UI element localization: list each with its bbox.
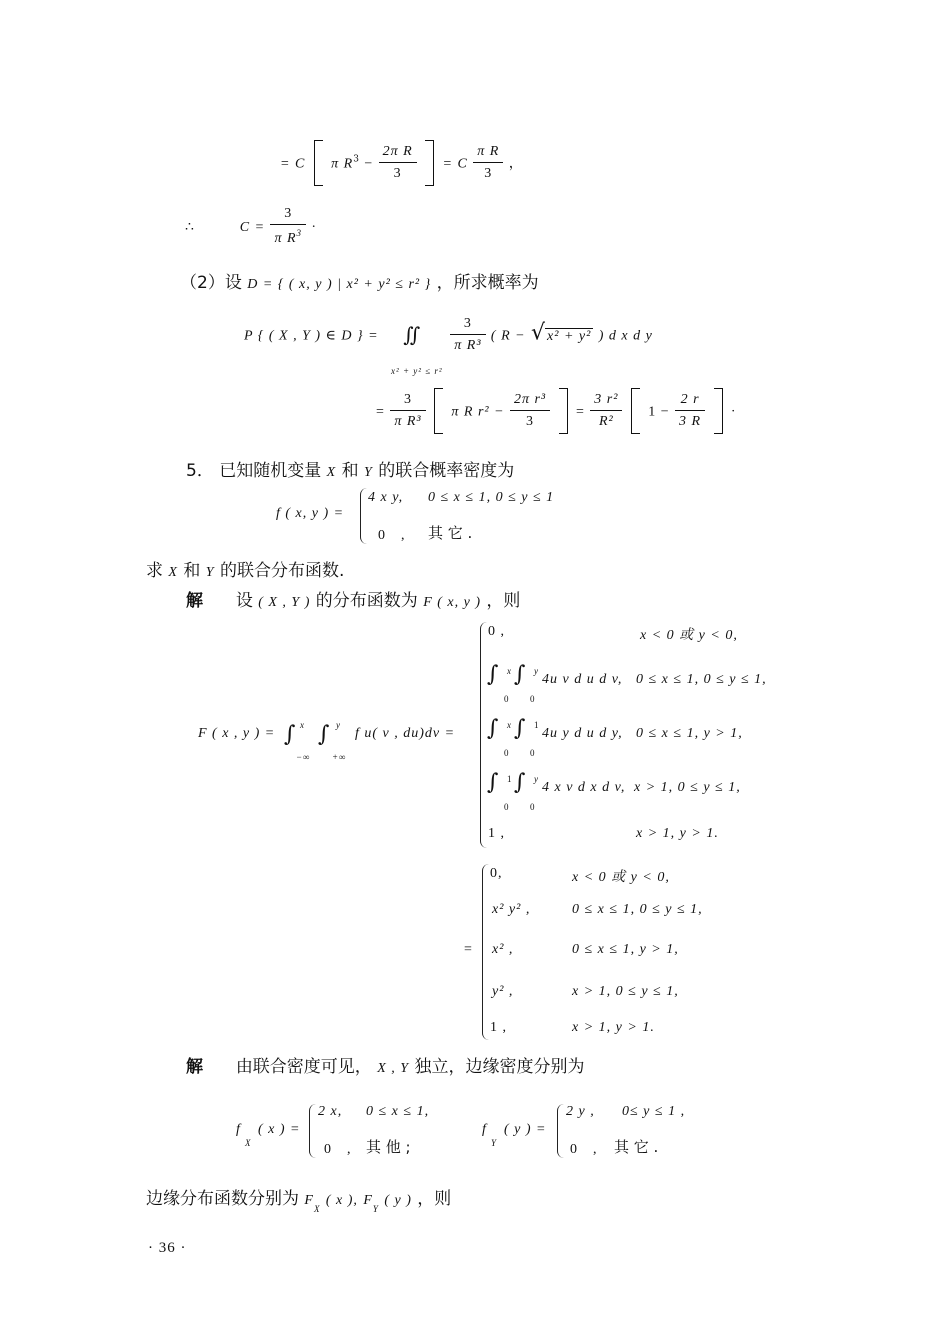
case-expression: 1 , <box>488 826 505 841</box>
integral-lower-limit: 0 <box>530 694 536 704</box>
integral-upper-limit: 1 <box>534 720 540 730</box>
case-condition: x < 0 或 y < 0, <box>572 870 670 885</box>
marginal-fy: f <box>482 1122 487 1137</box>
left-brace <box>360 488 367 544</box>
fraction <box>473 144 503 182</box>
solution-text: 独立，边缘密度分别为 <box>414 1057 585 1077</box>
integral-upper-limit: 1 <box>507 774 513 784</box>
case-condition: 其 它 . <box>428 524 473 542</box>
case-expression: 2 x, <box>318 1104 343 1119</box>
fraction <box>510 392 550 430</box>
left-brace <box>557 1104 564 1158</box>
left-bracket <box>434 388 443 434</box>
eq-text: − <box>364 156 374 172</box>
denominator: 3 <box>526 414 535 429</box>
eq-text: π R r² − <box>451 404 505 420</box>
marginal-Fx-arg: ( x ), <box>325 1193 358 1208</box>
case-condition: 0 ≤ x ≤ 1, 0 ≤ y ≤ 1, <box>572 902 703 917</box>
solution-label: 解 <box>186 1057 203 1077</box>
denominator: 3 R <box>679 414 702 429</box>
case-expression: 0 , <box>488 624 505 639</box>
subscript: Y <box>491 1138 498 1148</box>
eq-text: = C <box>442 156 468 172</box>
numerator: 3 <box>450 316 485 335</box>
subscript: X <box>245 1138 252 1148</box>
integral-sign: ∫ <box>487 662 499 687</box>
ask-text: 的联合分布函数. <box>219 561 345 581</box>
equation-probability-result <box>376 388 737 434</box>
integral-sign: ∫ <box>514 662 526 687</box>
integral-sign: ∫ <box>487 716 499 741</box>
case-expression: 0 , <box>324 1142 352 1157</box>
case-expression: 0 , <box>378 528 406 543</box>
case-expression: 4u v d u d v, <box>542 672 623 687</box>
numerator: 3 r² <box>590 392 622 411</box>
denominator: π R³ <box>394 414 422 429</box>
case-condition: x > 1, 0 ≤ y ≤ 1, <box>572 984 679 999</box>
question-5 <box>186 456 514 481</box>
eq-text: = <box>575 404 585 420</box>
vector-xy: ( X , Y ) <box>258 595 311 610</box>
left-brace <box>309 1104 316 1158</box>
eq-text: = C <box>280 156 306 172</box>
var-x: X <box>326 465 337 480</box>
case-expression: 4u y d u d y, <box>542 726 623 741</box>
case-expression: 4 x y, <box>368 490 404 505</box>
integrand: f u( v , du)dv = <box>355 726 456 741</box>
case-expression: y² , <box>492 984 514 999</box>
left-brace <box>480 622 487 848</box>
integral-lower-limit: 0 <box>504 802 510 812</box>
integral-sign: ∫ <box>284 722 296 747</box>
var-y: Y <box>364 465 373 480</box>
marginal-Fy: F <box>363 1193 373 1208</box>
case-condition: 0 ≤ x ≤ 1, 0 ≤ y ≤ 1, <box>636 672 767 687</box>
denominator <box>270 225 306 247</box>
var-x: X <box>168 565 178 580</box>
left-bracket <box>631 388 640 434</box>
numerator: 2π r³ <box>510 392 550 411</box>
integral-upper-limit: y <box>534 774 539 784</box>
denominator: 3 <box>484 166 493 181</box>
case-expression: 2 y , <box>566 1104 595 1119</box>
integral-lower-limit: 0 <box>530 802 536 812</box>
solution-2 <box>186 1052 584 1077</box>
numerator: 2π R <box>379 144 417 163</box>
eq-text: · <box>730 404 737 420</box>
integral-upper-limit: x <box>507 666 512 676</box>
equation-c-value <box>185 206 317 247</box>
statement-text: ，所求概率为 <box>436 273 539 293</box>
case-condition-text: x < 0 或 y < 0, <box>640 628 738 643</box>
eq-text: ) d x d y <box>598 328 653 344</box>
numerator: 3 <box>270 206 306 225</box>
denominator: 3 <box>393 166 402 181</box>
solution-text: ，则 <box>486 591 521 611</box>
integral-lower-limit: 0 <box>530 748 536 758</box>
integral-upper-limit: x <box>507 720 512 730</box>
exponent: 3 <box>296 228 303 238</box>
integral-sign: ∫ <box>514 716 526 741</box>
integral-lower-limit: +∞ <box>332 752 347 762</box>
density-lhs: f ( x, y ) = <box>276 506 345 521</box>
right-bracket <box>714 388 723 434</box>
fraction <box>450 316 485 354</box>
marginal-Fy-arg: ( y ) <box>384 1193 412 1208</box>
marginal-Fx: F <box>304 1193 314 1208</box>
eq-text: = <box>376 404 385 420</box>
left-bracket <box>314 140 323 186</box>
integral-sign: ∫ <box>514 770 526 795</box>
solution-text: 由联合密度可见， <box>235 1057 372 1077</box>
case-condition: x > 1, 0 ≤ y ≤ 1, <box>634 780 741 795</box>
distribution-lhs: F ( x , y ) = <box>198 726 276 741</box>
fraction <box>675 392 705 430</box>
case-condition: 其 他 ; <box>366 1138 411 1156</box>
integration-domain: x² + y² ≤ r² <box>391 366 443 376</box>
marginal-fy-arg: ( y ) = <box>504 1122 547 1137</box>
therefore-symbol: ∴ <box>185 220 195 235</box>
sqrt-sign: √ <box>531 320 546 346</box>
subscript: Y <box>372 1204 379 1214</box>
numerator: 2 r <box>675 392 705 411</box>
denominator: π R³ <box>454 338 482 353</box>
solution-text: 设 <box>235 591 253 611</box>
eq-text: · <box>311 220 318 235</box>
question-text: 和 <box>341 461 359 481</box>
ask-statement <box>146 556 344 581</box>
den-text: π R <box>274 231 297 246</box>
integral-lower-limit: 0 <box>504 694 510 704</box>
integral-upper-limit: y <box>336 720 341 730</box>
case-expression: 4 x v d x d v, <box>542 780 626 795</box>
eq-text: ， <box>508 156 524 172</box>
solution-text: 的分布函数为 <box>315 591 418 611</box>
fraction <box>270 206 306 247</box>
case-expression: x² y² , <box>492 902 531 917</box>
double-integral-sign: ∬ <box>403 324 422 347</box>
page-number: · 36 · <box>148 1240 187 1256</box>
marginal-fx: f <box>236 1122 241 1137</box>
solution-1 <box>186 586 520 611</box>
case-expression: 1 , <box>490 1020 507 1035</box>
statement-text: 边缘分布函数分别为 <box>146 1189 299 1209</box>
question-text: 的联合概率密度为 <box>378 461 515 481</box>
ask-text: 和 <box>183 561 201 581</box>
question-text: 已知随机变量 <box>219 461 322 481</box>
equation-probability <box>244 316 653 354</box>
fraction <box>379 144 417 182</box>
case-condition: 0 ≤ x ≤ 1, y > 1, <box>636 726 743 741</box>
fraction <box>390 392 425 430</box>
case-expression: x² , <box>492 942 514 957</box>
right-bracket <box>425 140 434 186</box>
set-definition: D = { ( x, y ) | x² + y² ≤ r² } <box>247 277 432 292</box>
eq-text: π R <box>331 156 354 172</box>
marginal-distribution-statement <box>146 1184 451 1214</box>
case-expression: 0, <box>490 866 503 881</box>
left-brace <box>482 864 489 1040</box>
statement-text: ，则 <box>417 1189 452 1209</box>
right-bracket <box>559 388 568 434</box>
denominator: R² <box>598 414 614 429</box>
case-condition: 其 它 . <box>614 1138 659 1156</box>
distribution-function: F ( x, y ) <box>423 595 482 610</box>
case-condition: x > 1, y > 1. <box>636 826 719 841</box>
case-condition: 0 ≤ x ≤ 1, <box>366 1104 430 1119</box>
var-y: Y <box>205 565 215 580</box>
eq-text: C = <box>239 220 266 235</box>
eq-text: P { ( X , Y ) ∈ D } = <box>244 328 379 344</box>
integral-lower-limit: 0 <box>504 748 510 758</box>
eq-text: 1 − <box>648 404 670 420</box>
case-condition: 0≤ y ≤ 1 , <box>622 1104 686 1119</box>
eq-text: ( R − <box>490 328 526 344</box>
exponent: 3 <box>353 154 359 165</box>
case-condition: 0 ≤ x ≤ 1, 0 ≤ y ≤ 1 <box>428 490 555 505</box>
vector-xy: X , Y <box>377 1061 410 1076</box>
case-expression: 0 , <box>570 1142 598 1157</box>
equation-constant-c <box>280 140 524 186</box>
question-number: 5． <box>186 461 214 481</box>
marginal-fx-arg: ( x ) = <box>258 1122 301 1137</box>
eq-text: = <box>464 942 473 957</box>
solution-label: 解 <box>186 591 203 611</box>
integral-upper-limit: x <box>300 720 305 730</box>
numerator: 3 <box>390 392 425 411</box>
case-condition: x > 1, y > 1. <box>572 1020 655 1035</box>
case-condition: 0 ≤ x ≤ 1, y > 1, <box>572 942 679 957</box>
sqrt-body: x² + y² <box>547 328 592 344</box>
integral-upper-limit: y <box>534 666 539 676</box>
part-label: （2）设 <box>180 273 242 293</box>
part-2-statement <box>180 268 539 293</box>
integral-sign: ∫ <box>487 770 499 795</box>
integral-lower-limit: −∞ <box>296 752 311 762</box>
case-condition <box>640 624 738 644</box>
subscript: X <box>313 1204 321 1214</box>
numerator: π R <box>473 144 503 163</box>
fraction <box>590 392 622 430</box>
ask-text: 求 <box>146 561 163 581</box>
integral-sign: ∫ <box>318 722 330 747</box>
